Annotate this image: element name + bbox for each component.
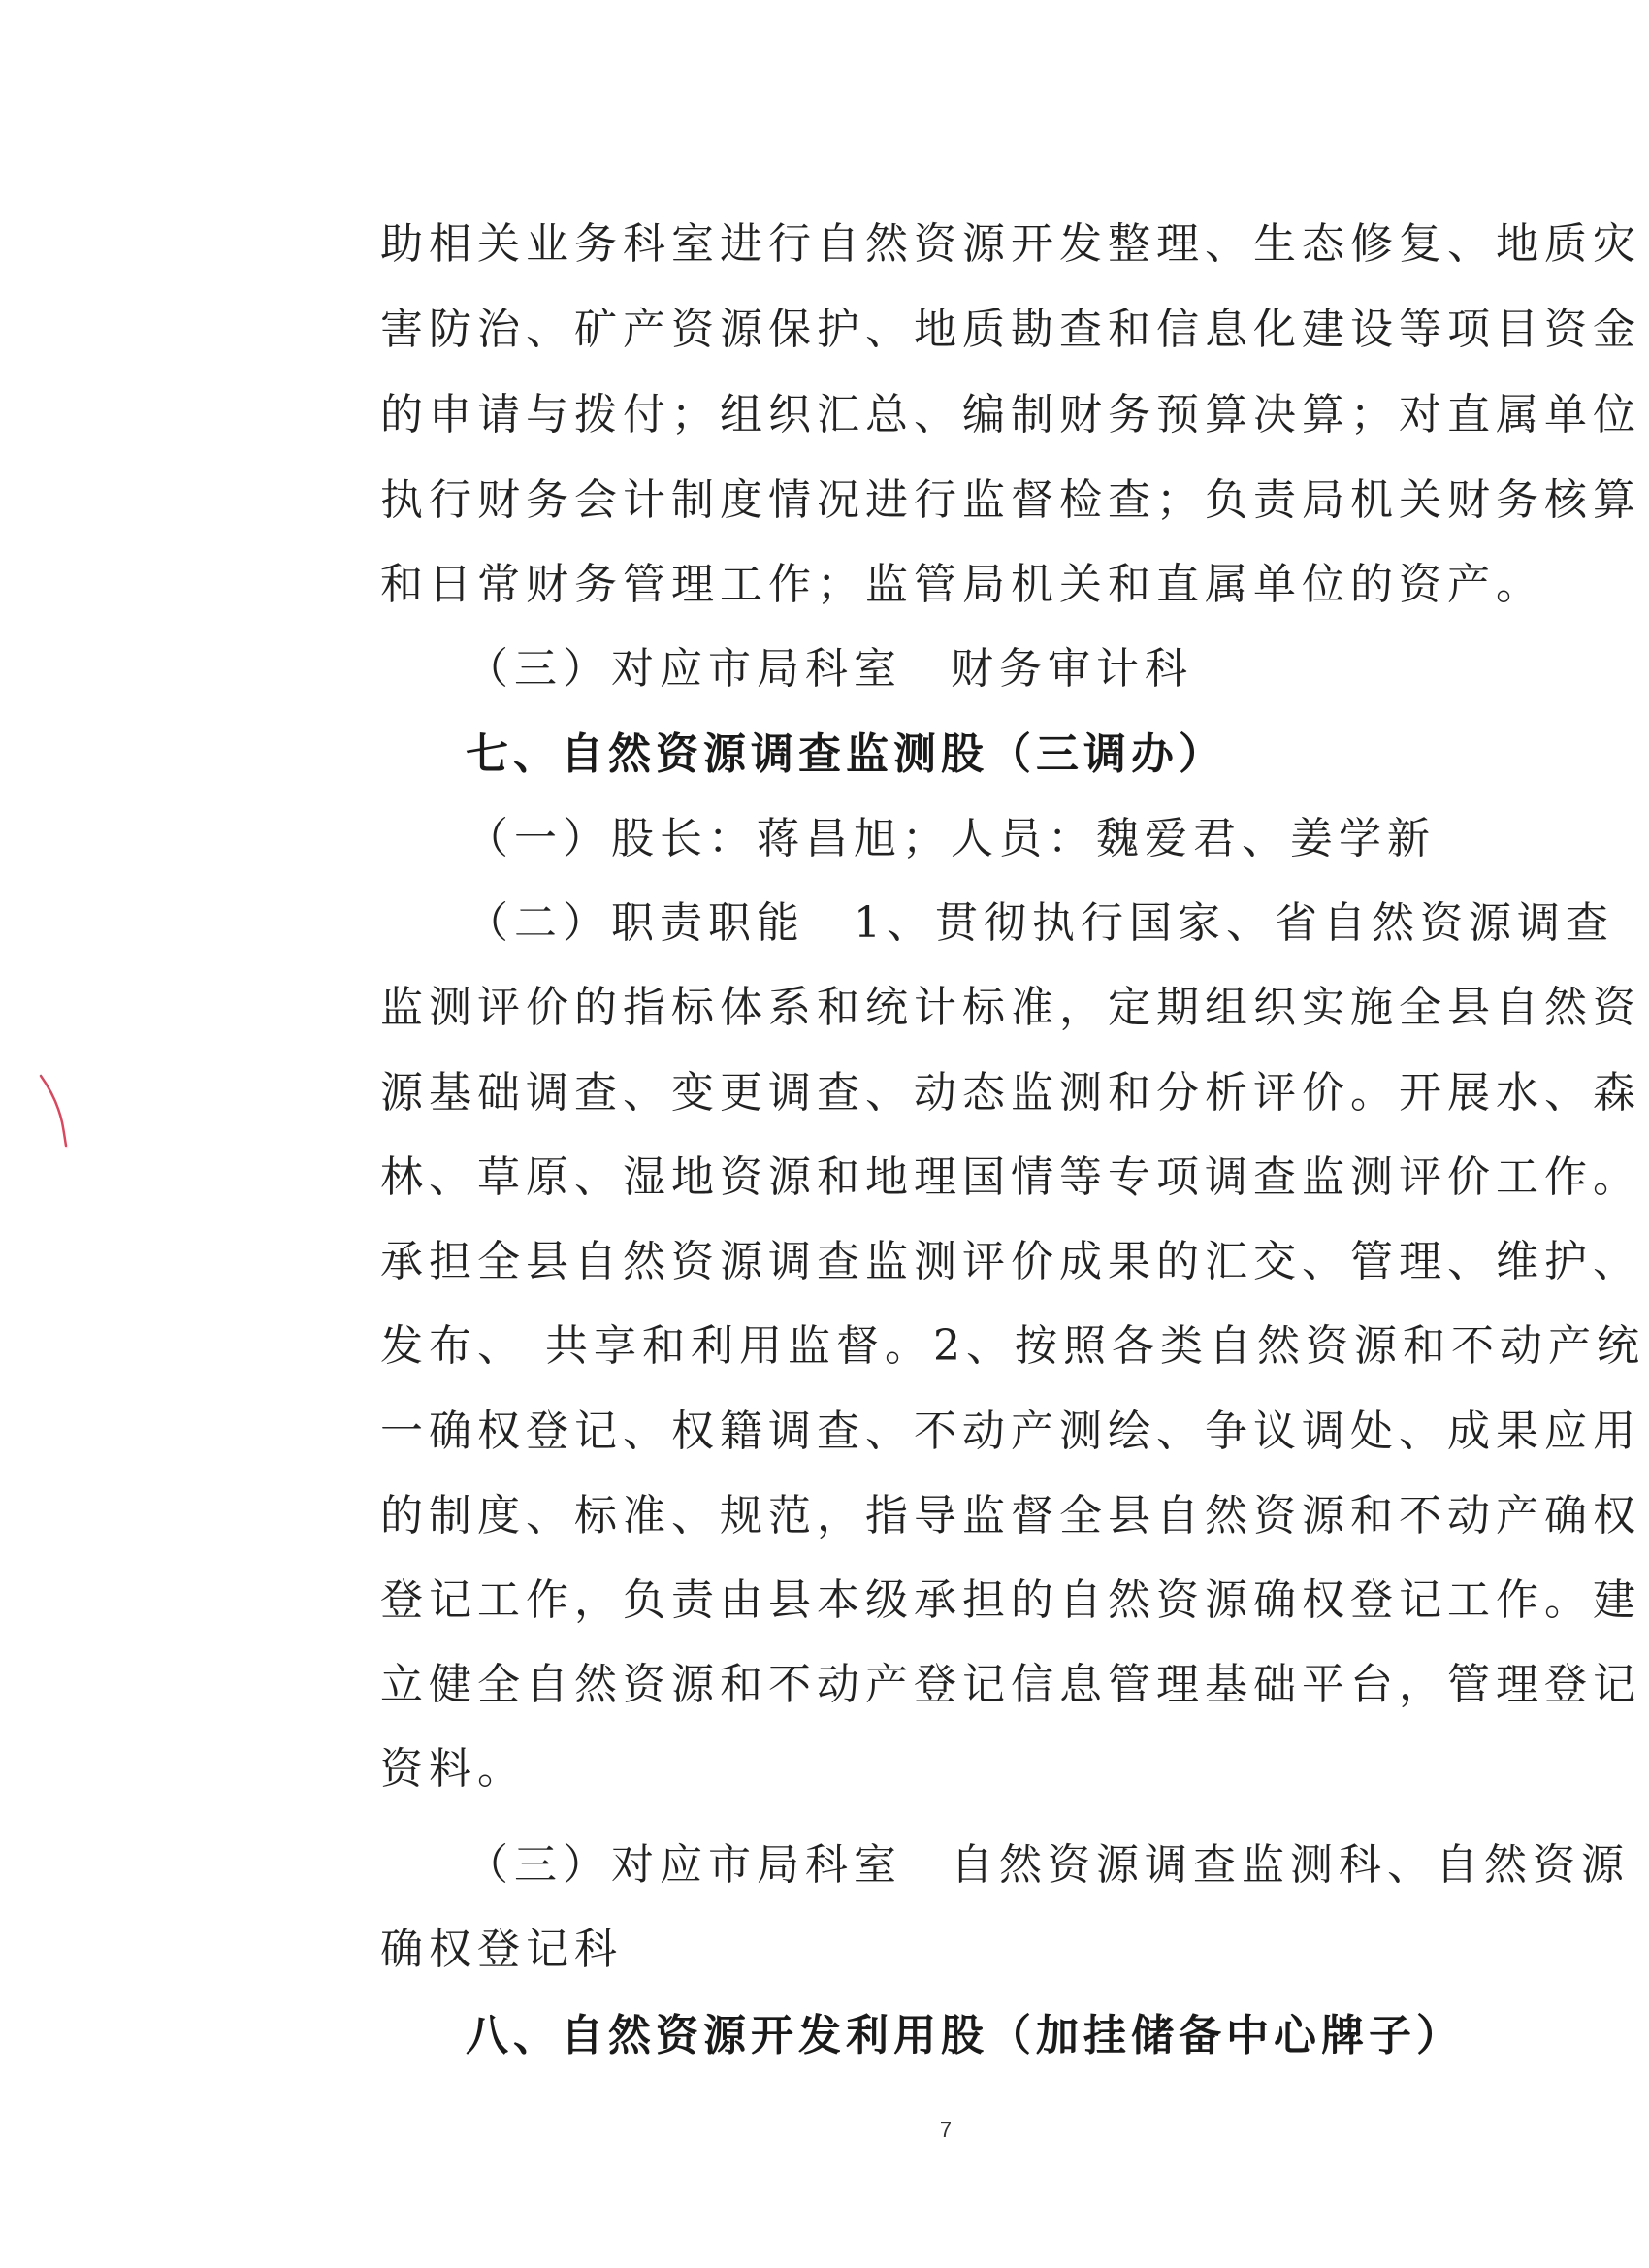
body-text-line: 立健全自然资源和不动产登记信息管理基础平台，管理登记: [380, 1660, 1641, 1709]
body-text-line: 一确权登记、权籍调查、不动产测绘、争议调处、成果应用: [380, 1407, 1641, 1456]
subsection-heading: （一）股长：蒋昌旭；人员：魏爱君、姜学新: [466, 814, 1436, 863]
page-number: 7: [939, 2118, 953, 2142]
body-text-line: 承担全县自然资源调查监测评价成果的汇交、管理、维护、: [380, 1237, 1641, 1286]
subsection-heading: （三）对应市局科室 财务审计科: [466, 644, 1193, 694]
section-heading: 七、自然资源调查监测股（三调办）: [466, 729, 1226, 779]
body-text-line: 监测评价的指标体系和统计标准，定期组织实施全县自然资: [380, 983, 1641, 1032]
body-text-line: 助相关业务科室进行自然资源开发整理、生态修复、地质灾: [380, 219, 1641, 269]
subsection-heading: （三）对应市局科室 自然资源调查监测科、自然资源: [466, 1840, 1630, 1890]
body-text-line: 资料。: [380, 1744, 526, 1794]
body-text-line: 确权登记科: [380, 1925, 623, 1974]
body-text-line: 和日常财务管理工作；监管局机关和直属单位的资产。: [380, 560, 1544, 609]
body-text-line: 的制度、标准、规范，指导监督全县自然资源和不动产确权: [380, 1491, 1641, 1540]
body-text-line: 源基础调查、变更调查、动态监测和分析评价。开展水、森: [380, 1068, 1641, 1118]
red-pen-mark-icon: [37, 1072, 76, 1150]
body-text-line: 的申请与拨付；组织汇总、编制财务预算决算；对直属单位: [380, 390, 1641, 439]
body-text-line: 林、草原、湿地资源和地理国情等专项调查监测评价工作。: [380, 1152, 1641, 1202]
subsection-heading: （二）职责职能 1、贯彻执行国家、省自然资源调查: [466, 898, 1614, 948]
body-text-line: 害防治、矿产资源保护、地质勘查和信息化建设等项目资金: [380, 305, 1641, 354]
body-text-line: 发布、 共享和利用监督。2、按照各类自然资源和不动产统: [380, 1321, 1645, 1371]
section-heading: 八、自然资源开发利用股（加挂储备中心牌子）: [466, 2011, 1464, 2060]
body-text-line: 登记工作，负责由县本级承担的自然资源确权登记工作。建: [380, 1575, 1641, 1625]
body-text-line: 执行财务会计制度情况进行监督检查；负责局机关财务核算: [380, 475, 1641, 525]
